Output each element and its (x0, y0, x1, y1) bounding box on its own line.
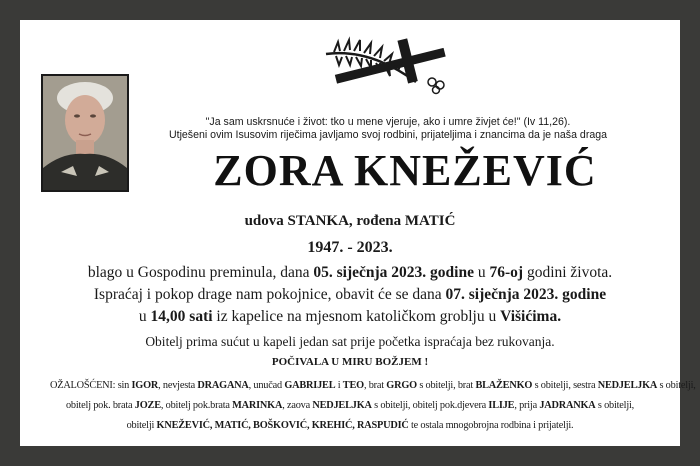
funeral-announcement (60, 286, 640, 304)
mourner-text: te ostala mnogobrojna rodbina i prijatelji. (408, 420, 574, 431)
cross-with-palm-branch-icon (320, 34, 455, 96)
mourner-name: MARINKA (232, 400, 283, 411)
mourner-name: ILIJE (488, 400, 515, 411)
mourners-list (50, 376, 696, 436)
mourner-text: , prija (514, 400, 540, 411)
mourners-line-1 (50, 376, 696, 396)
bible-quote: "Ja sam uskrsnuće i život: tko u mene vjeruje, ako i umre živjet će!" (Iv 11,26). (205, 116, 571, 128)
life-years: 1947. - 2023. (307, 239, 393, 256)
mourner-text: s obitelji, (657, 380, 696, 391)
mourner-text: sin (117, 380, 132, 391)
death-text-a: blago u Gospodinu preminula, dana (87, 264, 314, 281)
death-announcement (60, 264, 640, 282)
mourner-text: obitelji (126, 420, 157, 431)
bible-quote-block (138, 116, 638, 142)
mourner-text: OŽALOŠĆENI: (50, 380, 118, 391)
mourner-name: BLAŽENKO (475, 380, 533, 391)
mourner-name: DRAGANA (197, 380, 249, 391)
mourner-text: , obitelj pok.brata (160, 400, 233, 411)
mourner-text: s obitelji, brat (416, 380, 476, 391)
mourner-name: JADRANKA (539, 400, 596, 411)
mourner-name: NEDJELJKA (597, 380, 658, 391)
mourner-text: i (335, 380, 343, 391)
mourner-text: obitelj pok. brata (65, 400, 135, 411)
intro-text: Utješeni ovim Isusovim riječima javljamo svoj rodbini, prijateljima i znancima da je naša draga (168, 129, 608, 141)
obituary-card (20, 20, 696, 446)
mourner-name: GABRIJEL (284, 380, 336, 391)
cemetery-place: Višićima. (500, 308, 562, 325)
death-text-e: godini života. (523, 264, 613, 281)
mourner-text: , brat (363, 380, 387, 391)
portrait-photo (41, 74, 129, 192)
mourner-name: IGOR (131, 380, 159, 391)
rest-in-peace: POČIVALA U MIRU BOŽJEM ! (271, 356, 429, 368)
mourner-name: JOZE (134, 400, 161, 411)
deceased-name: ZORA KNEŽEVIĆ (213, 146, 597, 195)
location-text-a: u (138, 308, 151, 325)
mourner-name: GRGO (386, 380, 417, 391)
funeral-text-a: Ispraćaj i pokop drage nam pokojnice, obavit će se dana (93, 286, 446, 303)
mourner-text: , nevjesta (158, 380, 198, 391)
mourner-text: s obitelji, (595, 400, 635, 411)
funeral-date: 07. siječnja 2023. godine (445, 286, 607, 303)
mourner-text: s obitelji, obitelj pok.djevera (371, 400, 489, 411)
funeral-time: 14,00 sati (150, 308, 213, 325)
mourners-line-3 (50, 416, 650, 436)
widow-line: udova STANKA, rođena MATIĆ (244, 213, 456, 229)
mourner-name: KNEŽEVIĆ, MATIĆ, BOŠKOVIĆ, KREHIĆ, RASPUDIĆ (156, 420, 409, 431)
mourner-text: s obitelji, sestra (532, 380, 598, 391)
mourner-text: , unučad (248, 380, 285, 391)
mourner-name: NEDJELJKA (312, 400, 372, 411)
death-text-c: u (473, 264, 490, 281)
condolences-note: Obitelj prima sućut u kapeli jedan sat prije početka ispraćaja bez rukovanja. (145, 334, 555, 349)
location-text-c: iz kapelice na mjesnom katoličkom groblju u (212, 308, 501, 325)
funeral-location (60, 308, 640, 326)
age-ordinal: 76-oj (489, 264, 524, 281)
mourner-text: , zaova (282, 400, 313, 411)
mourners-line-2 (50, 396, 650, 416)
death-date: 05. siječnja 2023. godine (313, 264, 474, 281)
mourner-name: TEO (342, 380, 364, 391)
